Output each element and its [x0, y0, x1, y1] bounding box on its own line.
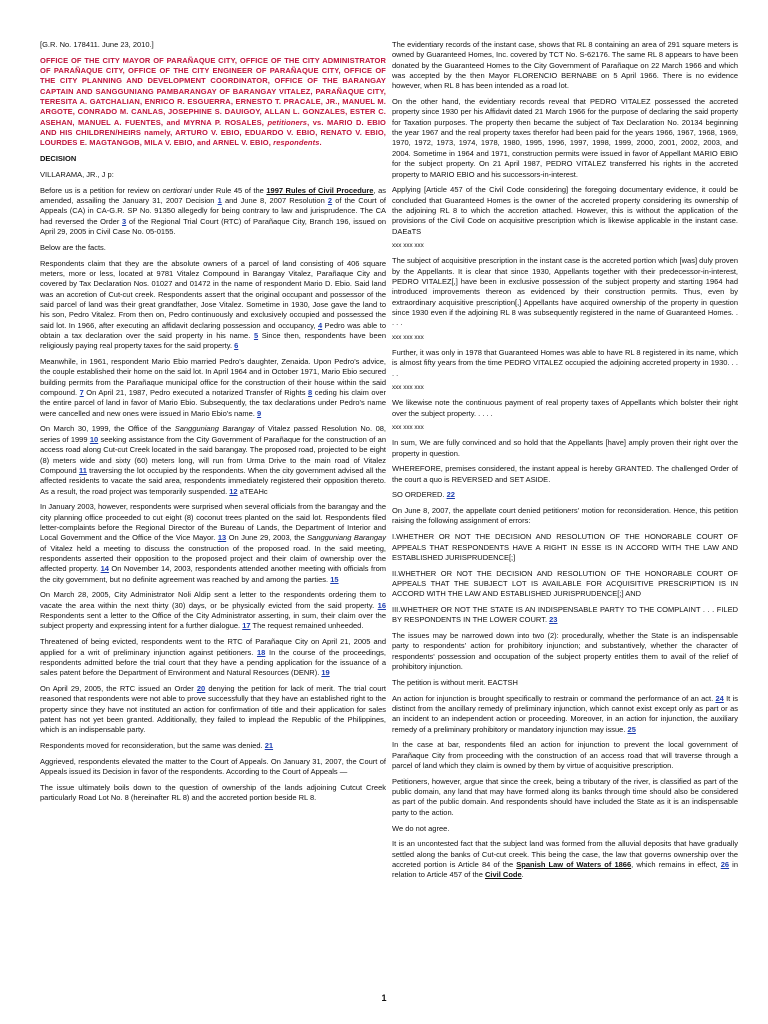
paragraph: [40, 783, 386, 804]
paragraph: [392, 490, 738, 500]
text-run: denying the petition for lack of merit. The trial court reasoned that respondents were not able to prove successfully that they have an established right to the property since they have not instituted an action for confirmation of title and their application for sales patent has not yet been granted. Additionally, they failed to implead the Republic of the Philippines, which is an indispensable party.: [40, 683, 386, 735]
text-run: II.WHETHER OR NOT THE DECISION AND RESOLUTION OF THE HONORABLE COURT OF APPEALS THAT THE SUBJECT LOT IS AVAILABLE FOR ACQUISITIVE PRESCRIPTION IS IN ACCORD WITH THE LAW AND ESTABLISHED JURISPRUDENCE[;] AND: [392, 568, 738, 599]
text-run: Pedro was able to obtain a tax declaration over the said property in his name.: [40, 320, 386, 340]
paragraph: [40, 757, 386, 778]
text-run: traversing the lot occupied by the respondents. When the city government advised all the affected residents to vacate the said area, respondents immediately registered their opposition thereto. As a result, the road project was temporarily suspended.: [40, 465, 386, 496]
text-run: On March 28, 2005, City Administrator Noli Aldip sent a letter to the respondents ordering them to vacate the area within the next thirty (30) days, or be physically evicted from the said property.: [40, 590, 386, 610]
footnote-link[interactable]: 7: [79, 388, 84, 398]
text-run: Aggrieved, respondents elevated the matter to the Court of Appeals. On January 31, 2007, the Court of Appeals issued its Decision in favor of the respondents. According to the Court of Appeals —: [40, 756, 386, 777]
footnote-link[interactable]: 18: [257, 647, 266, 657]
text-run: In the course of the proceedings, respondents admitted before the trial court that they have a pending application for the issuance of a sales patent before the Department of Environment and Natural Resources (DENR).: [40, 647, 386, 678]
text-run: .: [521, 870, 524, 880]
text-run: On the other hand, the evidentiary records reveal that PEDRO VITALEZ possessed the accreted property since 1930 per his Affidavit dated 21 March 1966 for the purpose of declaring the said property for Taxation purposes. The property then became the subject of Tax Declaration No. 20134 beginning the year 1967 and the real property taxes therefor had been paid for the years 1966, 1967, 1968, 1969, 1970, 1972, 1973, 1974, 1978, 1980, 1995, 1996, 1997, 1998, 1999, 2000, 2001, 2002, 2003, and 2004. Sometime in 1964 and 1971, construction permits were issued in favor of Appellant MARIO EBIO for the subject property. On 21 April 1987, PEDRO VITALEZ transferred his rights in the accreted property to MARIO EBIO and his successors-in-interest.: [392, 97, 738, 179]
text-run: The issue ultimately boils down to the question of ownership of the lands adjoining Cutcut Creek particularly Road Lot No. 8 (hereinafter RL 8) and the accreted portion beside RL 8.: [40, 782, 386, 803]
footnote-link[interactable]: 22: [446, 490, 455, 500]
text-run: In the case at bar, respondents filed an action for injunction to prevent the local government of Parañaque City from proceeding with the construction of an access road that will traverse through a parcel of land which they claim is owned by them by virtue of acquisitive prescription.: [392, 740, 738, 771]
paragraph: [392, 438, 738, 459]
case-caption: [40, 56, 386, 149]
paragraph: [40, 502, 386, 585]
italic-text: certiorari: [162, 185, 192, 195]
text-run: and June 8, 2007 Resolution: [221, 196, 328, 206]
text-run: It is distinct from the ancillary remedy of preliminary injunction, which cannot exist except only as part or as an incident to an independent action or proceeding. Moreover, in an action for injunction, the auxiliary remedy of a preliminary prohibitory or mandatory injunction may issue.: [392, 693, 738, 734]
text-run: VILLARAMA, JR., J p:: [40, 169, 114, 179]
text-run: On June 29, 2003, the: [226, 533, 308, 543]
footnote-link[interactable]: 8: [308, 388, 313, 398]
text-run: ceding his claim over the entire parcel of land in favor of Mario Ebio. Subsequently, the tax declarations under Pedro's name were cancelled and new ones were issued in Mario Ebio's name.: [40, 388, 386, 418]
footnote-link[interactable]: 15: [330, 574, 339, 584]
statute-link[interactable]: Spanish Law of Waters of 1866: [516, 859, 632, 869]
separator: [392, 242, 738, 251]
text-run: SO ORDERED.: [392, 490, 447, 500]
paragraph: [392, 348, 738, 379]
footnote-link[interactable]: 24: [715, 693, 724, 703]
text-run: [G.R. No. 178411. June 23, 2010.]: [40, 40, 154, 49]
text-run: seeking assistance from the City Government of Parañaque for the construction of an access road along Cut-cut Creek located in the said barangay. The proposed road, projected to be eight (8) meters wide and sixty (60) meters long, will run from Urma Drive to the main road of Vitalez Compound: [40, 434, 387, 475]
text-run: Since then, respondents have been religiously paying real property taxes for the said property.: [40, 330, 386, 351]
paragraph: [392, 777, 738, 818]
italic-text: petitioners: [267, 117, 308, 127]
footnote-link[interactable]: 26: [720, 859, 730, 869]
text-run: Petitioners, however, argue that since the creek, being a tributary of the river, is classified as part of the public domain, any land that may have formed along its banks through time should also be considered as part of the public domain. And respondents should have included the State as it is an indispensable party to the action.: [392, 776, 738, 817]
paragraph: [392, 40, 738, 92]
footnote-link[interactable]: 17: [242, 621, 251, 631]
text-run: It is an uncontested fact that the subject land was formed from the alluvial deposits that have gradually settled along the banks of Cut-cut creek. This being the case, the law that governs ownership over the accreted portion is Article 84 of the: [392, 839, 738, 869]
paragraph: [392, 678, 738, 688]
footnote-link[interactable]: 6: [234, 341, 239, 351]
text-run: The petition is without merit. EACTSH: [392, 677, 518, 687]
text-run: of Vitalez passed Resolution No. 08, series of 1999: [40, 424, 386, 444]
text-run: Respondents sent a letter to the Office of the City Administrator asserting, in sum, their claim over the subject property and expressing intent for a further dialogue.: [40, 611, 386, 631]
statute-link[interactable]: 1997 Rules of Civil Procedure: [266, 185, 374, 195]
separator: [392, 334, 738, 343]
paragraph: [40, 186, 386, 238]
paragraph: [392, 605, 738, 626]
text-run: Before us is a petition for review on: [40, 185, 163, 195]
text-run: Below are the facts.: [40, 242, 106, 252]
bold-text: DECISION: [40, 154, 77, 164]
text-run: III.WHETHER OR NOT THE STATE IS AN INDISPENSABLE PARTY TO THE COMPLAINT . . . FILED BY RESPONDENTS IN THE LOWER COURT.: [392, 605, 738, 625]
text-run: , which remains in effect,: [631, 859, 721, 869]
text-run: WHEREFORE, premises considered, the instant appeal is hereby GRANTED. The challenged Order of the court a quo is REVERSED and SET ASIDE.: [392, 464, 738, 484]
right-column: [392, 40, 738, 886]
text-run: Respondents claim that they are the absolute owners of a parcel of land consisting of 406 square meters, more or less, located at 9781 Vitalez Compound in Barangay Vitalez, Parañaque City and covered by Tax Declaration Nos. 01027 and 01472 in the name of respondent Mario D. Ebio. Said land was an accretion of Cut-cut creek. Respondents assert that the original occupant and possessor of the said parcel of land was their great grandfather, Jose Vitalez. Sometime in 1930, Jose gave the land to his son, Pedro Vitalez. From then on, Pedro continuously and exclusively occupied and possessed the said lot. In 1966, after executing an affidavit declaring possession and occupancy,: [40, 258, 386, 330]
separator: [392, 384, 738, 393]
decision-heading: [40, 154, 386, 164]
paragraph: [40, 259, 386, 352]
text-run: On June 8, 2007, the appellate court denied petitioners' motion for reconsideration. Hence, this petition raising the following assignment of errors:: [392, 506, 738, 526]
footnote-link[interactable]: 2: [327, 196, 333, 206]
text-run: aTEAHc: [237, 486, 268, 496]
footnote-link[interactable]: 12: [229, 486, 238, 496]
text-run: On April 21, 1987, Pedro executed a notarized Transfer of Rights: [83, 388, 309, 398]
text-run: , as amended, assailing the January 31, 2007 Decision: [40, 185, 386, 206]
footnote-link[interactable]: 25: [627, 724, 636, 734]
paragraph: [392, 185, 738, 237]
text-run: Further, it was only in 1978 that Guaranteed Homes was able to have RL 8 registered in its name, which is almost fifty years from the time PEDRO VITALEZ occupied the adjoining accreted property in 1930. . . . .: [392, 347, 738, 378]
paragraph: [392, 464, 738, 485]
text-run: xxx xxx xxx: [392, 334, 424, 342]
italic-text: respondents: [273, 138, 320, 148]
text-run: xxx xxx xxx: [392, 424, 424, 432]
paragraph: [392, 97, 738, 180]
text-run: under Rule 45 of the: [191, 185, 267, 195]
text-run: In sum, We are fully convinced and so hold that the Appellants [have] amply proven their right over the property in question.: [392, 438, 738, 458]
text-run: On March 30, 1999, the Office of the: [40, 424, 175, 434]
paragraph: [392, 694, 738, 735]
text-run: We do not agree.: [392, 823, 450, 833]
footnote-link[interactable]: 3: [122, 216, 127, 226]
text-run: An action for injunction is brought specifically to restrain or command the performance of an act.: [392, 693, 716, 703]
text-run: The subject of acquisitive prescription in the instant case is the accreted portion which [was] duly proven by the Appellants. It is clear that since 1930, Appellants together with their predecessor-in-interest, PEDRO VITALEZ[,] have been in exclusive possession of the subject property and starting 1964 had introduced improvements thereon as evidenced by their construction permits. Thus, even by extraordinary acquisitive prescription[,] Appellants have acquired ownership of the property in question since 1930 even if the adjoining RL 8 was subsequently registered in the name of Guaranteed Homes. . . . .: [392, 256, 738, 328]
paragraph: [40, 424, 386, 496]
paragraph: [40, 637, 386, 678]
paragraph: [392, 839, 738, 880]
footnote-link[interactable]: 19: [321, 668, 330, 678]
text-run: In January 2003, however, respondents were surprised when several officials from the barangay and the city planning office proceeded to cut eight (8) coconut trees planted on the said lot. Respondents filed letter-complaints before the Regional Director of the Bureau of Lands, the Department of Interior and Local Government and the Office of the Vice Mayor.: [40, 502, 386, 543]
text-run: Applying [Article 457 of the Civil Code considering] the foregoing documentary evidence, it could be concluded that Guaranteed Homes is the owner of the accreted property considering its ownership of the adjoining RL 8 to which the accretion attached. However, this is without the application of the provisions of the Civil Code on acquisitive prescription which is likewise applicable in the instant case. DAEaTS: [392, 185, 738, 236]
paragraph: [40, 357, 386, 419]
text-run: On April 29, 2005, the RTC issued an Order: [40, 683, 197, 693]
text-run: of the Court of Appeals (CA) in CA-G.R. SP No. 91350 allegedly for being contrary to law and jurisprudence. The CA had reversed the Order: [40, 196, 386, 226]
text-run: Threatened of being evicted, respondents went to the RTC of Parañaque City on April 21, 2005 and applied for a writ of preliminary injunction against petitioners.: [40, 637, 386, 657]
paragraph: [392, 631, 738, 672]
footnote-link[interactable]: 5: [253, 330, 259, 340]
paragraph: [40, 741, 386, 751]
text-run: of Vitalez held a meeting to discuss the construction of the proposed road. In the said meeting, respondents asserted their opposition to the proposed project and their claim of ownership over the affected property.: [40, 543, 386, 574]
italic-text: Sangguniang Barangay: [307, 533, 386, 543]
footnote-link[interactable]: 1: [217, 196, 222, 206]
page-number: 1: [381, 993, 387, 1003]
text-run: xxx xxx xxx: [392, 242, 424, 250]
paragraph: [40, 684, 386, 736]
footnote-link[interactable]: 10: [89, 434, 99, 444]
footnote-link[interactable]: 16: [377, 600, 386, 610]
text-run: The evidentiary records of the instant case, shows that RL 8 containing an area of 291 square meters is owned by Guaranteed Homes, Inc. covered by TCT No. S-62176. The same RL 8 appears to have been donated by the Guaranteed Homes to the City Government of Parañaque on 22 March 1966 and which was accepted by the then Mayor FLORENCIO BERNABE on 5 April 1966. There is no evidence however, when RL 8 has been intended as a road lot.: [392, 40, 738, 91]
text-run: The issues may be narrowed down into two (2): procedurally, whether the State is an indispensable party to respondents' action for prohibitory injunction; and substantively, whether the character of respondents' possession and occupation of the subject property entitles them to avail of the relief of prohibitory injunction.: [392, 631, 738, 672]
text-run: of the Regional Trial Court (RTC) of Parañaque City, Branch 196, issued on April 29, 2005 in Civil Case No. 05-0155.: [40, 216, 386, 237]
text-run: Meanwhile, in 1961, respondent Mario Ebio married Pedro's daughter, Zenaida. Upon Pedro's advice, the couple established their home on the said lot. In April 1964 and in October 1971, Mario Ebio secured building permits from the Parañaque municipal office for the construction of their house within the said compound.: [40, 357, 386, 398]
text-run: in relation to Article 457 of the: [392, 859, 739, 880]
paragraph: [40, 243, 386, 253]
paragraph: [392, 824, 738, 834]
footnote-link[interactable]: 4: [317, 320, 323, 330]
paragraph: [392, 740, 738, 771]
statute-link[interactable]: Civil Code: [484, 870, 522, 880]
ponente: [40, 170, 386, 180]
paragraph: [392, 398, 738, 419]
paragraph: [392, 256, 738, 328]
paragraph: [392, 569, 738, 600]
footnote-link[interactable]: 20: [196, 683, 206, 693]
text-run: xxx xxx xxx: [392, 384, 424, 392]
footnote-link[interactable]: 23: [549, 615, 558, 625]
footnote-link[interactable]: 21: [264, 741, 274, 751]
paragraph: [40, 590, 386, 631]
citation: [40, 40, 386, 50]
text-run: OFFICE OF THE CITY MAYOR OF PARAÑAQUE CITY, OFFICE OF THE CITY ADMINISTRATOR OF PARAÑAQUE CITY, OFFICE OF THE CITY ENGINEER OF PARAÑAQUE CITY, OFFICE OF THE CITY PLANNING AND DEVELOPMENT COORDINATOR, OFFICE OF THE BARANGAY CAPTAIN AND SANGGUNIANG PAMBARANGAY OF BARANGAY VITALEZ, PARAÑAQUE CITY, TERESITA A. GATCHALIAN, ENRICO R. ESGUERRA, ERNESTO T. PRACALE, JR., MANUEL M. ARGOTE, CONRADO M. CANLAS, JOSEPHINE S. DAUIGOY, ALLAN L. GONZALES, ESTER C. ASEHAN, MANUEL A. FUENTES, and MYRNA P. ROSALES,: [40, 55, 386, 127]
left-column: [40, 40, 386, 809]
text-run: Respondents moved for reconsideration, but the same was denied.: [40, 741, 265, 751]
text-run: I.WHETHER OR NOT THE DECISION AND RESOLUTION OF THE HONORABLE COURT OF APPEALS THAT RESPONDENTS HAVE A RIGHT IN ESSE IS IN ACCORD WITH THE LAW AND ESTABLISHED JURISPRUDENCE[;]: [392, 532, 738, 562]
paragraph: [392, 532, 738, 563]
italic-text: Sangguniang Barangay: [174, 424, 255, 434]
text-run: On November 14, 2003, respondents attended another meeting with officials from the city government, but no definite agreement was reached by and among the parties.: [40, 564, 386, 584]
text-run: We likewise note the continuous payment of real property taxes of Appellants which bolster their right over the subject property. . . . .: [392, 398, 738, 418]
text-run: , vs. MARIO D. EBIO AND HIS CHILDREN/HEIRS namely, ARTURO V. EBIO, EDUARDO V. EBIO, RENATO V. EBIO, LOURDES E. MAGTANGOB, MILA V. EBIO, and ARNEL V. EBIO,: [40, 117, 386, 148]
footnote-link[interactable]: 11: [78, 465, 87, 475]
paragraph: [392, 506, 738, 527]
text-run: .: [319, 138, 322, 148]
footnote-link[interactable]: 13: [217, 533, 227, 543]
text-run: The request remained unheeded.: [250, 621, 364, 631]
separator: [392, 424, 738, 433]
footnote-link[interactable]: 9: [256, 408, 262, 418]
footnote-link[interactable]: 14: [100, 564, 109, 574]
